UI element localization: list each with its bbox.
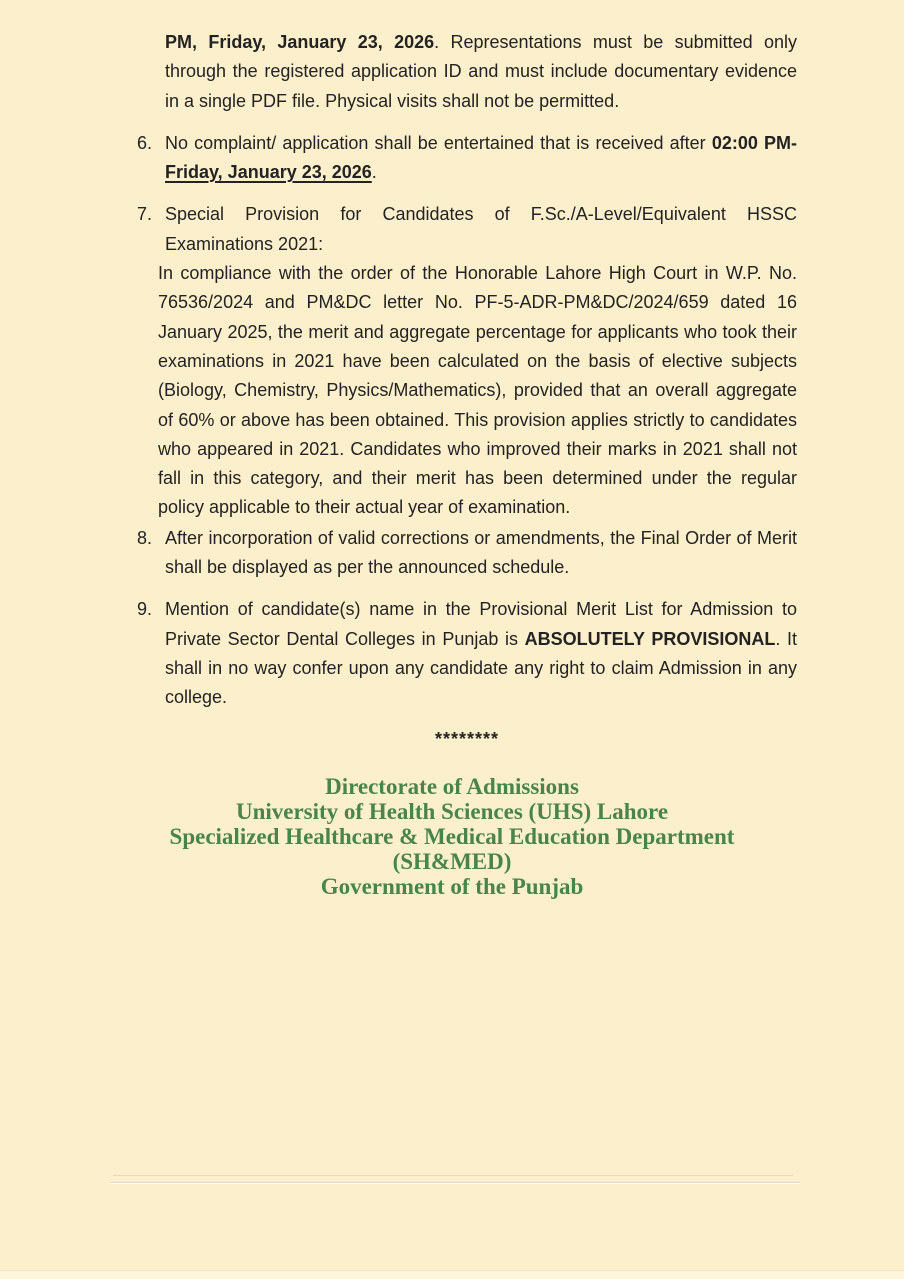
item-paragraph	[165, 524, 797, 583]
list-item-9	[137, 595, 797, 712]
text-run: Mention of candidate(s) name in the Provisional Merit List for Admission to Private Sector Dental Colleges in Punjab is	[165, 599, 797, 649]
item-text	[165, 129, 797, 188]
footer-divider-shadow	[113, 1175, 793, 1176]
signature-line: Government of the Punjab	[320, 873, 584, 899]
signature-line: University of Health Sciences (UHS) Lahore	[235, 798, 669, 824]
text-run: Friday, January 23, 2026	[165, 162, 372, 183]
numbered-list	[137, 129, 797, 713]
signature-line: Specialized Healthcare & Medical Education Department	[169, 823, 735, 849]
list-item-6	[137, 129, 797, 188]
item-number: 6.	[137, 132, 153, 153]
page-bottom-edge	[0, 1270, 904, 1279]
document-content	[137, 28, 797, 899]
item-text	[158, 200, 797, 522]
item-paragraph	[165, 595, 797, 712]
signature-block	[0, 774, 904, 899]
text-run: Special Provision for Candidates of F.Sc./A-Level/Equivalent HSSC Examinations 2021:	[165, 204, 797, 254]
text-run: In compliance with the order of the Honorable Lahore High Court in W.P. No. 76536/2024 and PM&DC letter No. PF-5-ADR-PM&DC/2024/659 dated 16 January 2025, the merit and aggregate percentage for applicants who took their examinations in 2021 have been calculated on the basis of elective subjects (Biology, Chemistry, Physics/Mathematics), provided that an overall aggregate of 60% or above has been obtained. This provision applies strictly to candidates who appeared in 2021. Candidates who improved their marks in 2021 shall not fall in this category, and their merit has been determined under the regular policy applicable to their actual year of examination.	[158, 263, 797, 518]
item-number: 8.	[137, 527, 153, 548]
item-text	[165, 524, 797, 583]
list-item-8	[137, 524, 797, 583]
text-run: . Representations must be submitted only through the registered application ID and must include documentary evidence in a single PDF file. Physical visits shall not be permitted.	[165, 32, 797, 111]
item-paragraph	[165, 200, 797, 259]
text-run: No complaint/ application shall be entertained that is received after	[165, 132, 712, 153]
signature-line: Directorate of Admissions	[325, 773, 579, 799]
text-run: . It shall in no way confer upon any candidate any right to claim Admission in any college.	[165, 628, 797, 708]
footer-divider	[110, 1182, 800, 1183]
text-run: .	[371, 162, 377, 183]
text-run: 02:00 PM-	[711, 132, 797, 153]
text-run: PM, Friday, January 23, 2026	[165, 32, 435, 52]
text-run: After incorporation of valid corrections or amendments, the Final Order of Merit shall be displayed as per the announced schedule.	[165, 527, 797, 578]
signature-line: (SH&MED)	[392, 848, 512, 874]
text-run: ABSOLUTELY PROVISIONAL	[524, 628, 776, 649]
item-paragraph	[158, 259, 797, 523]
item5-continuation-paragraph	[165, 28, 797, 116]
item-text	[165, 595, 797, 712]
list-item-7	[137, 200, 797, 522]
item-paragraph	[165, 129, 797, 188]
item-number: 7.	[137, 204, 153, 225]
item-number: 9.	[137, 599, 153, 620]
asterisk-separator: ********	[434, 728, 500, 749]
